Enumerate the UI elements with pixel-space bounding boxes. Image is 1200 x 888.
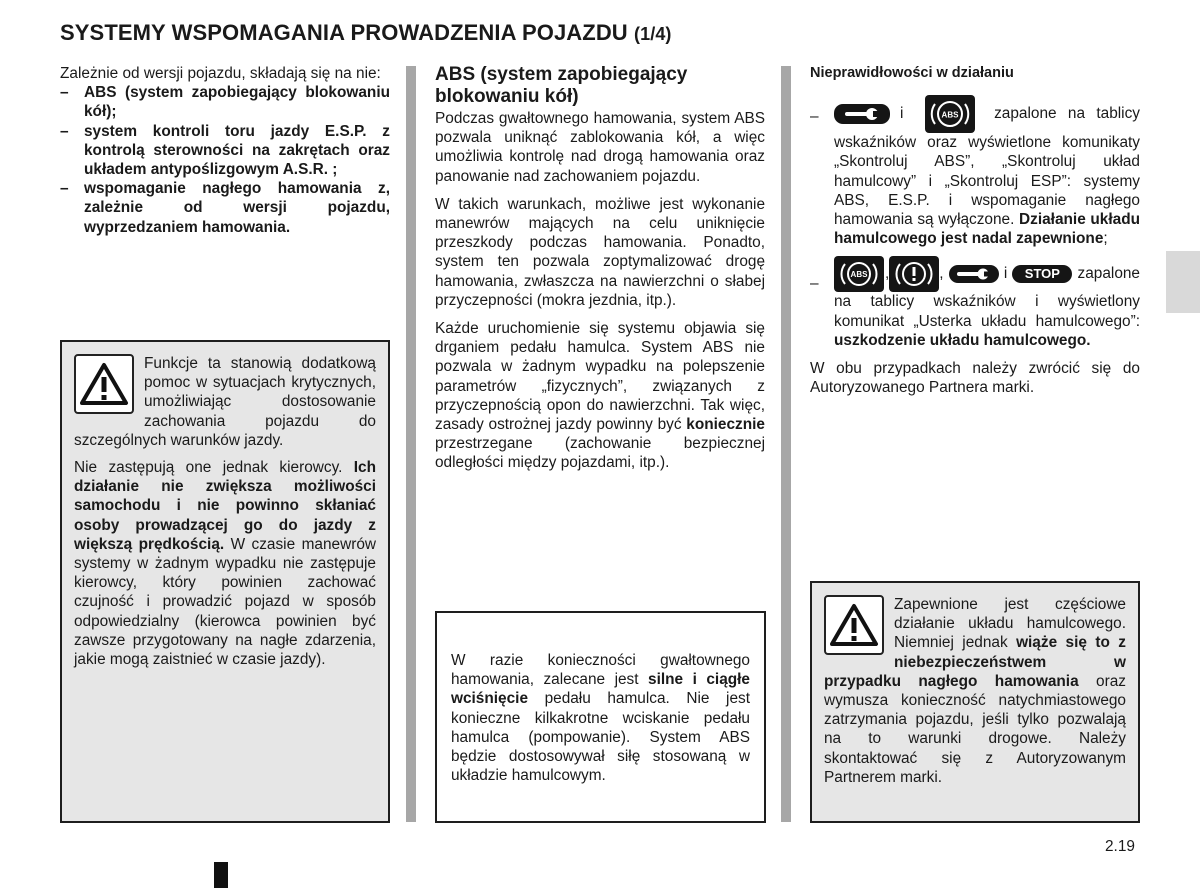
- warning-paragraph-1: Funkcje ta stanowią dodatkową pomoc w sytuacjach krytycznych, umożliwiając dostosowanie zachowania pojazdu do szczególnych warunków jazdy.: [74, 355, 376, 449]
- abs-text: przestrzegane (zachowanie bezpiecznej odległości między pojazdami, itp.).: [435, 435, 765, 472]
- separator: ,: [939, 265, 944, 283]
- stop-icon: [1012, 265, 1072, 283]
- abs-paragraph-1: Podczas gwałtownego hamowania, system ABS pozwala uniknąć zablokowania kół, a więc umożliwia kontrolę nad drogą hamowania oraz panowanie nad zachowaniem pojazdu.: [435, 110, 765, 185]
- abs-warning-icon: [834, 256, 884, 292]
- note-text-part: W razie konieczności gwałtownego hamowania, zalecane jest: [451, 652, 750, 689]
- left-column: [60, 64, 390, 237]
- system-list: [60, 83, 390, 237]
- warning-text: Nie zastępują one jednak kierowcy.: [74, 459, 354, 477]
- page-title-text: SYSTEMY WSPOMAGANIA PROWADZENIA POJAZDU: [60, 20, 628, 45]
- warning-box-right: [810, 581, 1140, 823]
- malfunction-item-1-text: [834, 95, 1140, 248]
- column-divider-right: [781, 66, 791, 822]
- page-part: (1/4): [634, 24, 672, 44]
- intro-text: Zależnie od wersji pojazdu, składają się na nie:: [60, 65, 381, 82]
- dash: –: [810, 108, 819, 126]
- note-text: [451, 651, 750, 785]
- malfunction-heading: Nieprawidłowości w działaniu: [810, 65, 1014, 81]
- malfunction-item-2-text: [834, 256, 1140, 350]
- page-number: 2.19: [1105, 838, 1135, 855]
- malfunction-item-1: [810, 95, 1140, 248]
- dash: –: [810, 275, 819, 293]
- contact-dealer-text: W obu przypadkach należy zwrócić się do Autoryzowanego Partnera marki.: [810, 360, 1140, 397]
- malfunction-text: zapalone na tablicy wskaźników oraz wyświetlone komunikaty „Skontroluj ABS”, „Skontroluj układ hamulcowy” i „Skontroluj ESP”: systemy ABS, E.S.P. i wspomaganie nagłego hamowania są wyłączone.: [834, 105, 1140, 229]
- abs-icon-label: ABS: [941, 110, 959, 120]
- list-item: – ABS (system zapobiegający blokowaniu kół);: [60, 83, 390, 121]
- note-box: [435, 611, 766, 823]
- warning-bold-text: Ich działanie nie zwiększa możliwości samochodu i nie powinno skłaniać osoby prowadzącej go do jazdy z większą prędkością.: [74, 459, 376, 553]
- warning-text-part: oraz wymusza konieczność natychmiastowego zatrzymania pojazdu, jeśli tylko pozwalają na to warunki drogowe. Należy skontaktować się z Autoryzowanym Partnerem marki.: [824, 672, 1127, 786]
- abs-warning-icon: [925, 95, 975, 133]
- abs-text: Każde uruchomienie się systemu objawia się drganiem pedału hamulca. System ABS nie pozwala w żadnym wypadku na polepszenie parametrów „fizycznych”, związanych z przyczepnością opon do nawierzchni. Tak więc, zasady ostrożnej jazdy powinny być: [435, 320, 765, 434]
- warning-box-left: [60, 340, 390, 823]
- warning-triangle-icon: [824, 595, 884, 655]
- warning-bold-text: wiąże się to z niebezpieczeństwem w przypadku nagłego hamowania: [824, 634, 1126, 690]
- page-title: [60, 20, 672, 46]
- malfunction-text: ;: [1103, 230, 1108, 248]
- warning-text-part: Zapewnione jest częściowe działanie układu hamulcowego. Niemniej jednak: [894, 596, 1126, 652]
- malfunction-bold-text: uszkodzenie układu hamulcowego.: [834, 331, 1091, 349]
- abs-paragraph-2: W takich warunkach, możliwe jest wykonanie manewrów mających na celu uniknięcie przeszkody podczas hamowania. Ponadto, system ten pozwala zoptymalizować drogę hamowania, zwłaszcza na nawierzchni o słabej przyczepności (mokra jezdnia, itp.).: [435, 195, 765, 309]
- wrench-icon: [949, 265, 999, 283]
- abs-icon-label: ABS: [850, 270, 868, 280]
- column-divider-left: [406, 66, 416, 822]
- list-item: – wspomaganie nagłego hamowania z, zależnie od wersji pojazdu, wyprzedzaniem hamowania.: [60, 179, 390, 237]
- section-tab: [1166, 251, 1200, 313]
- wrench-icon: [834, 104, 890, 124]
- warning-text: W czasie manewrów systemy w żadnym wypadku nie zastępuje kierowcy, który powinien zachować czujność i prowadzić pojazd w sposób odpowiedzialny (kierowca powinien być zawsze przygotowany na nagłe zdarzenia, jakie mogą zaistnieć w czasie jazdy).: [74, 535, 376, 669]
- warning-triangle-icon: [74, 354, 134, 414]
- malfunction-bold-text: Działanie układu hamulcowego jest nadal zapewnione: [834, 211, 1140, 248]
- note-text-part: pedału hamulca. Nie jest konieczne kilkakrotne wciskanie pedału hamulca (pompowanie). System ABS będzie dostosowywał siłę stosowaną w układzie hamulcowym.: [451, 690, 750, 785]
- brake-warning-icon: [889, 256, 939, 292]
- conjunction: i: [900, 105, 904, 123]
- warning-paragraph-2: [74, 458, 376, 669]
- malfunction-item-2: [810, 256, 1140, 350]
- middle-column: [435, 64, 765, 473]
- corner-mark: [214, 862, 228, 888]
- right-column: [810, 64, 1140, 397]
- note-bold-text: silne i ciągłe wciśnięcie: [451, 671, 750, 708]
- malfunction-text: zapalone na tablicy wskaźników i wyświetlony komunikat „Usterka układu hamulcowego”:: [834, 265, 1140, 330]
- abs-paragraph-3: [435, 319, 765, 473]
- list-item: – system kontroli toru jazdy E.S.P. z kontrolą sterowności na zakrętach oraz układem antypoślizgowym A.S.R. ;: [60, 122, 390, 180]
- stop-icon-label: STOP: [1024, 266, 1060, 282]
- conjunction: i: [998, 265, 1013, 283]
- abs-bold-text: koniecznie: [686, 416, 765, 434]
- abs-heading: ABS (system zapobiegający blokowaniu kół): [435, 64, 688, 107]
- separator: ,: [885, 265, 890, 283]
